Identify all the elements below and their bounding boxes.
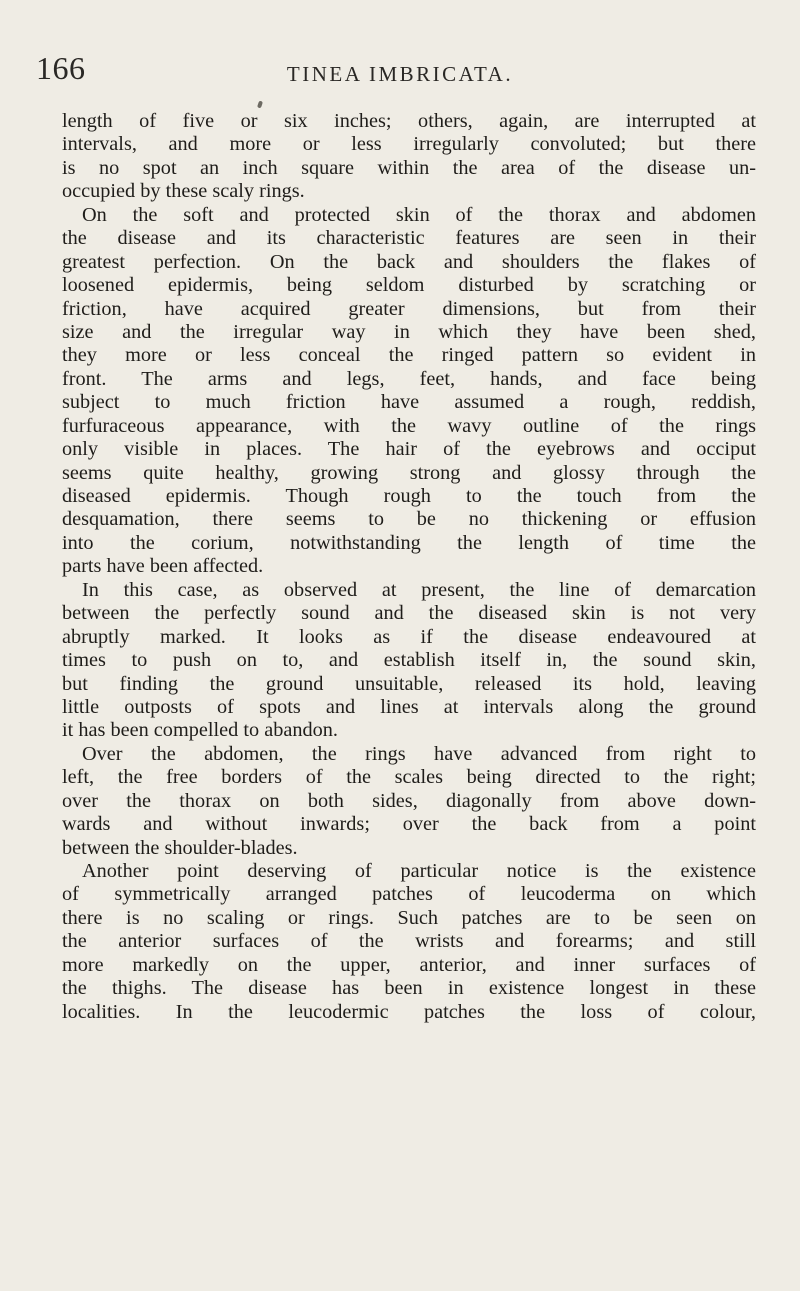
text-line: is no spot an inch square within the area of the disease un- [62, 156, 756, 179]
text-line: subject to much friction have assumed a rough, reddish, [62, 391, 756, 414]
text-line: Another point deserving of particular notice is the existence [82, 860, 756, 882]
running-head: TINEA IMBRICATA. [286, 62, 514, 86]
text-line: front. The arms and legs, feet, hands, and face being [62, 367, 756, 390]
text-line: abruptly marked. It looks as if the disease endeavoured at [62, 625, 756, 648]
text-line: the disease and its characteristic features are seen in their [62, 227, 756, 250]
text-line: but finding the ground unsuitable, released its hold, leaving [62, 672, 756, 695]
text-line: diseased epidermis. Though rough to the touch from the [62, 485, 756, 507]
page-number: 166 [36, 50, 86, 86]
ink-speck-mark [257, 101, 263, 109]
text-line: of symmetrically arranged patches of leucoderma on which [62, 883, 756, 906]
text-line: furfuraceous appearance, with the wavy outline of the rings [62, 414, 756, 437]
text-line: only visible in places. The hair of the eyebrows and occiput [62, 438, 756, 461]
text-line: localities. In the leucodermic patches the loss of colour, [62, 1000, 756, 1023]
text-line: the anterior surfaces of the wrists and forearms; and still [62, 930, 756, 953]
text-line: the thighs. The disease has been in existence longest in these [62, 977, 756, 1000]
text-line: between the shoulder-blades. [62, 836, 298, 859]
text-line: they more or less conceal the ringed pattern so evident in [62, 344, 756, 367]
text-line: friction, have acquired greater dimensions, but from their [62, 297, 756, 320]
text-line: times to push on to, and establish itself in, the sound skin, [62, 649, 756, 672]
text-line: wards and without inwards; over the back from a point [62, 813, 756, 836]
text-line: seems quite healthy, growing strong and glossy through the [62, 461, 756, 484]
text-line: Over the abdomen, the rings have advanced from right to [82, 742, 756, 765]
text-line: size and the irregular way in which they have been shed, [62, 320, 756, 343]
text-line: there is no scaling or rings. Such patches are to be seen on [62, 906, 756, 929]
text-line: desquamation, there seems to be no thickening or effusion [62, 508, 756, 531]
text-line: parts have been affected. [62, 555, 264, 578]
text-line: In this case, as observed at present, the line of demarcation [82, 578, 756, 601]
text-line: left, the free borders of the scales being directed to the right; [62, 766, 756, 789]
text-line: into the corium, notwithstanding the length of time the [62, 531, 756, 554]
text-line: loosened epidermis, being seldom disturbed by scratching or [62, 274, 756, 297]
text-line: little outposts of spots and lines at intervals along the ground [62, 695, 756, 718]
text-line: between the perfectly sound and the diseased skin is not very [62, 602, 756, 625]
text-line: over the thorax on both sides, diagonally from above down- [62, 789, 756, 812]
text-line: On the soft and protected skin of the thorax and abdomen [82, 203, 756, 226]
text-line: more markedly on the upper, anterior, and inner surfaces of [62, 953, 756, 976]
text-line: greatest perfection. On the back and shoulders the flakes of [62, 250, 756, 273]
text-line: length of five or six inches; others, again, are interrupted at [62, 110, 756, 132]
text-line: intervals, and more or less irregularly convoluted; but there [62, 133, 756, 156]
text-line: occupied by these scaly rings. [62, 180, 305, 203]
body-text [62, 110, 756, 1024]
text-line: it has been compelled to abandon. [62, 719, 338, 742]
